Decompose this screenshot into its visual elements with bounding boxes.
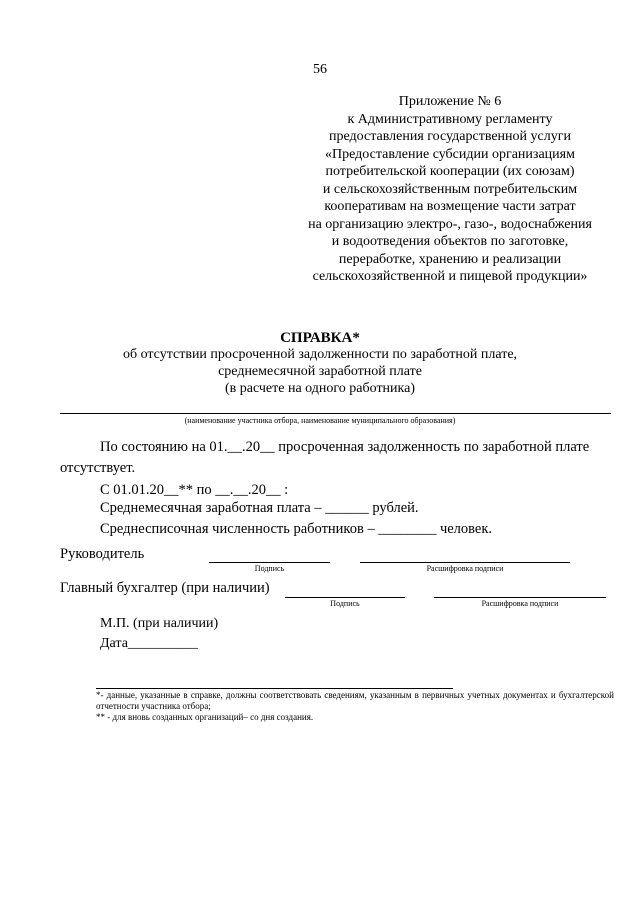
signature-caption: Подпись xyxy=(330,599,360,608)
appendix-line: Приложение № 6 xyxy=(398,94,502,109)
appendix-line: «Предоставление субсидии организациям xyxy=(325,146,575,162)
status-line-continued: отсутствует. xyxy=(60,460,136,476)
appendix-line: потребительской кооперации (их союзам) xyxy=(325,164,575,179)
footnote-1: *- данные, указанные в справке, должны соответствовать сведениям, указанным в первичных учетных документах и бухгалтерской отчетности участника отбора; xyxy=(96,690,614,711)
appendix-line: и водоотведения объектов по заготовке, xyxy=(331,234,569,249)
head-signature-line[interactable] xyxy=(209,562,330,563)
period-line: С 01.01.20__** по __.__.20__ : xyxy=(100,482,289,498)
date-field[interactable]: Дата__________ xyxy=(100,636,198,651)
head-decoding-line[interactable] xyxy=(360,562,570,563)
subtitle-line: об отсутствии просроченной задолженности по заработной плате, xyxy=(122,347,518,362)
document-title: СПРАВКА* xyxy=(280,330,360,346)
stamp-label: М.П. (при наличии) xyxy=(100,616,219,631)
footnote-separator xyxy=(96,688,453,689)
appendix-line: кооперативам на возмещение части затрат xyxy=(324,199,576,214)
document-subtitle xyxy=(0,346,640,397)
appendix-line: сельскохозяйственной и пищевой продукции» xyxy=(312,269,588,284)
participant-name-line[interactable] xyxy=(60,413,611,414)
accountant-label: Главный бухгалтер (при наличии) xyxy=(60,580,270,596)
accountant-signature-line[interactable] xyxy=(285,597,405,598)
average-salary-line: Среднемесячная заработная плата – ______ рублей. xyxy=(100,500,419,516)
footnotes xyxy=(96,690,614,723)
participant-caption: (наименование участника отбора, наименование муниципального образования) xyxy=(184,416,456,425)
headcount-line: Среднесписочная численность работников – ________ человек. xyxy=(100,521,493,537)
appendix-line: к Административному регламенту xyxy=(347,111,553,127)
accountant-decoding-line[interactable] xyxy=(434,597,606,598)
status-line: По состоянию на 01.__.20__ просроченная задолженность по заработной плате xyxy=(100,439,590,455)
appendix-line: на организацию электро-, газо-, водоснабжения xyxy=(308,216,592,232)
appendix-line: переработке, хранению и реализации xyxy=(338,251,562,267)
head-label: Руководитель xyxy=(60,546,145,562)
subtitle-line: среднемесячной заработной плате xyxy=(218,364,422,379)
decoding-caption: Расшифровка подписи xyxy=(426,564,504,573)
footnote-2: ** - для вновь созданных организаций– со дня создания. xyxy=(96,712,314,722)
page-number: 56 xyxy=(313,62,327,77)
decoding-caption: Расшифровка подписи xyxy=(481,599,559,608)
appendix-line: предоставления государственной услуги xyxy=(329,129,571,144)
appendix-header xyxy=(280,93,620,286)
signature-caption: Подпись xyxy=(254,564,285,573)
subtitle-line: (в расчете на одного работника) xyxy=(224,381,416,396)
appendix-line: и сельскохозяйственным потребительским xyxy=(322,181,578,197)
